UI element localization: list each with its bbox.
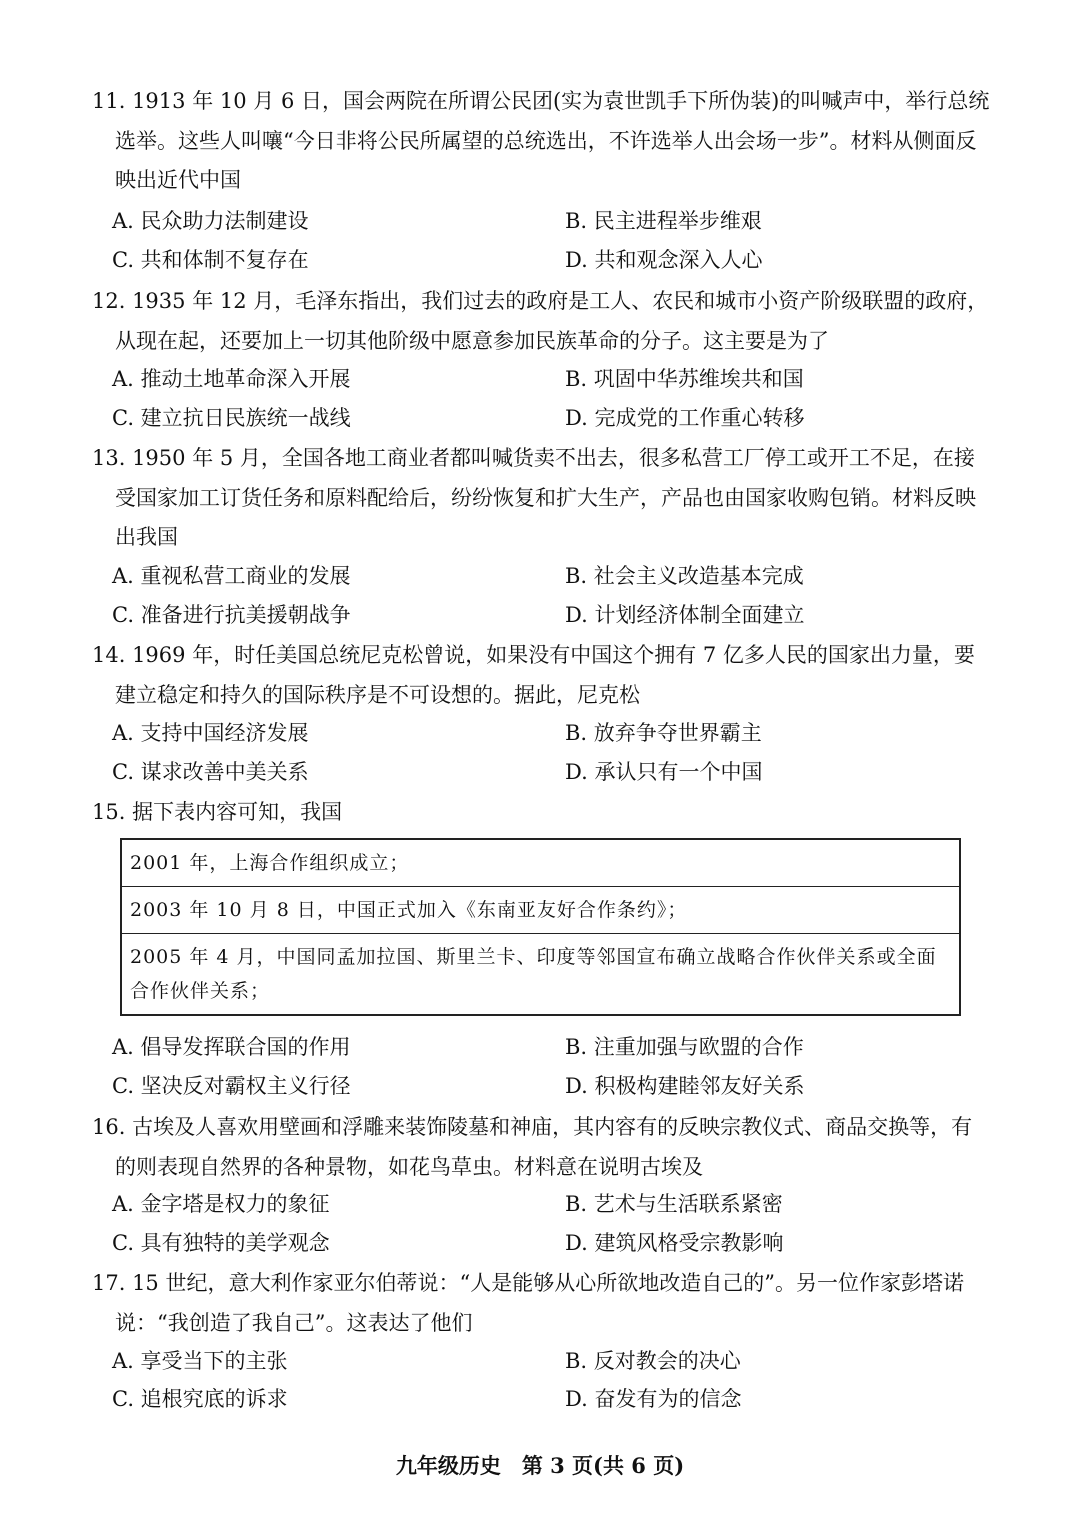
question-14-option-b: B. 放弃争夺世界霸主 [565, 721, 762, 745]
table-cell: 2005 年 4 月，中国同孟加拉国、斯里兰卡、印度等邻国宣布确立战略合作伙伴关系或全面合作伙伴关系； [121, 934, 960, 1016]
question-12-option-b: B. 巩固中华苏维埃共和国 [565, 367, 804, 391]
question-17-option-d: D. 奋发有为的信念 [565, 1387, 742, 1411]
question-16-option-b: B. 艺术与生活联系紧密 [565, 1192, 783, 1216]
question-17-stem: 17. 15 世纪，意大利作家亚尔伯蒂说：“人是能够从心所欲地改造自己的”。另一位作家彭塔诺说：“我创造了我自己”。这表达了他们 [92, 1271, 964, 1335]
question-16-option-a: A. 金字塔是权力的象征 [112, 1192, 330, 1216]
question-12-option-d: D. 完成党的工作重心转移 [565, 406, 805, 430]
question-15-option-d: D. 积极构建睦邻友好关系 [565, 1074, 805, 1098]
question-15-table [120, 838, 961, 1016]
question-17-option-b: B. 反对教会的决心 [565, 1349, 741, 1373]
question-17-option-c: C. 追根究底的诉求 [112, 1387, 288, 1411]
question-16-stem: 16. 古埃及人喜欢用壁画和浮雕来装饰陵墓和神庙，其内容有的反映宗教仪式、商品交换等，有的则表现自然界的各种景物，如花鸟草虫。材料意在说明古埃及 [92, 1115, 973, 1179]
question-14-option-c: C. 谋求改善中美关系 [112, 760, 309, 784]
question-11-option-a: A. 民众助力法制建设 [112, 209, 309, 233]
page-footer: 九年级历史 第 3 页(共 6 页) [395, 1453, 685, 1478]
question-13-stem: 13. 1950 年 5 月，全国各地工商业者都叫喊货卖不出去，很多私营工厂停工或开工不足，在接受国家加工订货任务和原料配给后，纷纷恢复和扩大生产，产品也由国家收购包销。材料反映出我国 [92, 446, 976, 549]
question-13-option-b: B. 社会主义改造基本完成 [565, 564, 804, 588]
question-13-option-c: C. 准备进行抗美援朝战争 [112, 603, 351, 627]
question-15-option-c: C. 坚决反对霸权主义行径 [112, 1074, 351, 1098]
question-14-stem: 14. 1969 年，时任美国总统尼克松曾说，如果没有中国这个拥有 7 亿多人民的国家出力量，要建立稳定和持久的国际秩序是不可设想的。据此，尼克松 [92, 643, 975, 707]
question-11-option-c: C. 共和体制不复存在 [112, 248, 309, 272]
question-12-stem: 12. 1935 年 12 月，毛泽东指出，我们过去的政府是工人、农民和城市小资产阶级联盟的政府，从现在起，还要加上一切其他阶级中愿意参加民族革命的分子。这主要是为了 [92, 289, 989, 353]
question-14-option-a: A. 支持中国经济发展 [112, 721, 309, 745]
question-17-option-a: A. 享受当下的主张 [112, 1349, 288, 1373]
table-row [121, 887, 960, 934]
question-11-option-b: B. 民主进程举步维艰 [565, 209, 762, 233]
question-13-option-a: A. 重视私营工商业的发展 [112, 564, 351, 588]
question-14-option-d: D. 承认只有一个中国 [565, 760, 763, 784]
question-12-option-a: A. 推动土地革命深入开展 [112, 367, 351, 391]
question-15-option-b: B. 注重加强与欧盟的合作 [565, 1035, 804, 1059]
table-cell: 2001 年，上海合作组织成立； [121, 839, 960, 887]
question-16-option-d: D. 建筑风格受宗教影响 [565, 1231, 784, 1255]
question-15-stem: 15. 据下表内容可知，我国 [92, 800, 343, 824]
table-cell: 2003 年 10 月 8 日，中国正式加入《东南亚友好合作条约》； [121, 887, 960, 934]
table-row [121, 934, 960, 1016]
question-15-option-a: A. 倡导发挥联合国的作用 [112, 1035, 351, 1059]
question-11-stem: 11. 1913 年 10 月 6 日，国会两院在所谓公民团(实为袁世凯手下所伪装)的叫喊声中，举行总统选举。这些人叫嚷“今日非将公民所属望的总统选出，不许选举人出会场一步”。材料从侧面反映出近代中国 [92, 89, 990, 192]
question-16-option-c: C. 具有独特的美学观念 [112, 1231, 330, 1255]
question-11-option-d: D. 共和观念深入人心 [565, 248, 763, 272]
table-row [121, 839, 960, 887]
question-13-option-d: D. 计划经济体制全面建立 [565, 603, 805, 627]
question-12-option-c: C. 建立抗日民族统一战线 [112, 406, 351, 430]
